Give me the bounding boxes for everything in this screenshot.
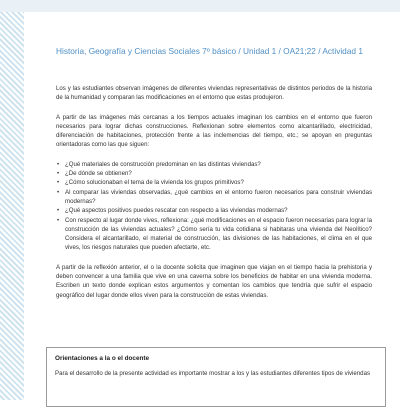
list-item: • Con respecto al lugar donde vives, reflexiona: ¿qué modificaciones en el espacio fueron necesarias para lograr la construcción de las viviendas actuales? ¿Cómo sería tu vida cotidiana si habitaras una vivienda del Neolítico? Considera el alcantarillado, el material de construcción, las divisiones de las habitaciones, el clima en el que vives, los riesgos naturales que pueden afectarte, etc. — [56, 216, 372, 253]
guidance-text: Para el desarrollo de la presente actividad es importante mostrar a los y las estudiantes diferentes tipos de viviendas — [55, 370, 371, 377]
top-ruler — [0, 0, 400, 12]
list-item: • Al comparar las viviendas observadas, ¿qué cambios en el entorno fueron necesarios para construir viviendas modernas? — [56, 188, 372, 207]
list-item: • ¿Qué aspectos positivos puedes rescatar con respecto a las viviendas modernas? — [56, 206, 372, 215]
breadcrumb: Historia, Geografía y Ciencias Sociales 7º básico / Unidad 1 / OA21;22 / Actividad 1 — [56, 46, 363, 56]
guiding-questions-list — [56, 160, 372, 253]
list-item: • ¿Qué materiales de construcción predominan en las distintas viviendas? — [56, 160, 372, 169]
instructions-paragraph: A partir de las imágenes más cercanas a los tiempos actuales imaginan los cambios en el entorno que fueron necesarios para lograr dichas construcciones. Reflexionan sobre elementos como alcantarillado, electricidad, diferenciación de habitaciones, protección frente a las inclemencias del tiempo, etc.; se apoyan en preguntas orientadoras como las que siguen: — [56, 113, 372, 149]
decorative-side-stripe — [0, 12, 24, 400]
activity-body — [56, 84, 372, 310]
guidance-title: Orientaciones a la o el docente — [55, 355, 150, 362]
intro-paragraph: Los y las estudiantes observan imágenes de diferentes viviendas representativas de distintos periodos de la historia de la humanidad y comparan las modificaciones en el entorno que estas produjeron. — [56, 85, 372, 102]
assignment-paragraph: A partir de la reflexión anterior, el o la docente solicita que imaginen que viajan en el tiempo hacia la prehistoria y deben convencer a una familia que vive en una caverna sobre los beneficios de habitar en una vivienda moderna. Escriben un texto donde explican estos argumentos y comentan los cambios que tendría que sufrir el espacio geográfico del lugar donde ellos viven para la construcción de estas viviendas. — [56, 263, 372, 299]
list-item: • ¿De dónde se obtienen? — [56, 169, 372, 178]
teacher-guidance-box — [46, 347, 386, 407]
list-item: • ¿Cómo solucionaban el tema de la vivienda los grupos primitivos? — [56, 178, 372, 187]
